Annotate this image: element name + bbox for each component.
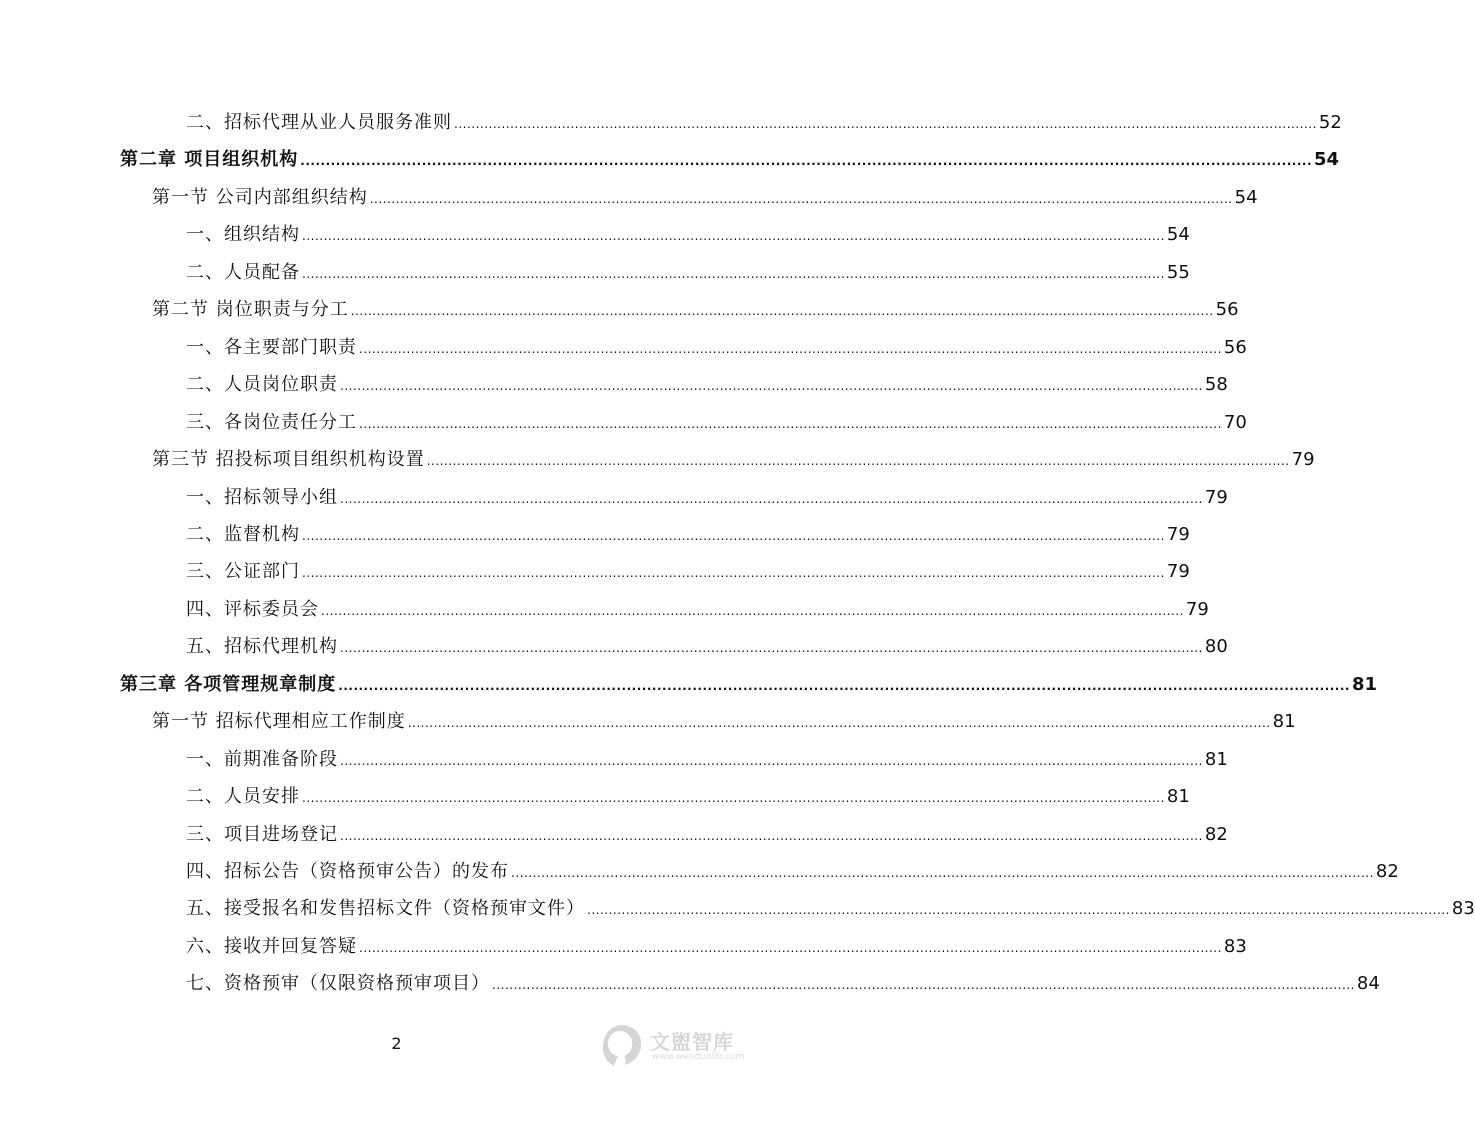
toc-entry-title: 五、招标代理机构	[186, 636, 338, 658]
toc-entry[interactable]	[186, 591, 1209, 621]
toc-entry[interactable]	[152, 441, 1315, 471]
toc-entry-page: 55	[1166, 261, 1190, 283]
toc-dot-leader: ........................................................................................................................................................................................................	[302, 791, 1165, 806]
toc-entry-page: 79	[1166, 561, 1190, 583]
toc-entry-page: 58	[1204, 374, 1228, 396]
toc-entry-page: 56	[1223, 336, 1247, 358]
toc-entry-page: 70	[1223, 411, 1247, 433]
watermark-url: www.wenduolib.com	[652, 1052, 745, 1062]
toc-entry-page: 52	[1318, 112, 1342, 133]
toc-entry-page: 79	[1185, 598, 1209, 620]
w-logo-icon	[598, 1022, 646, 1070]
toc-entry-title: 第一节 招标代理相应工作制度	[152, 711, 406, 733]
toc-entry-title: 五、接受报名和发售招标文件（资格预审文件）	[186, 898, 585, 920]
toc-dot-leader: ........................................................................................................................................................................................................	[359, 416, 1222, 431]
toc-entry-title: 四、招标公告（资格预审公告）的发布	[186, 861, 509, 882]
toc-entry-title: 第二章 项目组织机构	[120, 149, 299, 171]
toc-dot-leader: ........................................................................................................................................................................................................	[454, 117, 1317, 131]
toc-dot-leader: ........................................................................................................................................................................................................	[359, 341, 1222, 356]
toc-entry[interactable]	[120, 141, 1340, 171]
toc-entry[interactable]	[186, 516, 1190, 546]
toc-entry-title: 二、监督机构	[186, 523, 300, 545]
toc-entry-title: 七、资格预审（仅限资格预审项目）	[186, 973, 490, 995]
toc-entry-page: 81	[1351, 673, 1378, 695]
toc-entry[interactable]	[186, 928, 1247, 958]
toc-dot-leader: ........................................................................................................................................................................................................	[587, 903, 1450, 918]
toc-entry-title: 四、评标委员会	[186, 598, 319, 620]
toc-entry-title: 第一节 公司内部组织结构	[152, 186, 368, 208]
toc-dot-leader: ........................................................................................................................................................................................................	[340, 828, 1203, 843]
toc-dot-leader: ........................................................................................................................................................................................................	[302, 566, 1165, 581]
toc-entry-page: 56	[1215, 299, 1239, 321]
toc-entry[interactable]	[186, 816, 1228, 846]
toc-entry-page: 79	[1204, 486, 1228, 508]
toc-entry-title: 三、各岗位责任分工	[186, 411, 357, 433]
toc-entry[interactable]	[186, 778, 1190, 808]
toc-entry-page: 54	[1314, 149, 1340, 171]
toc-dot-leader: ........................................................................................................................................................................................................	[407, 716, 1271, 731]
toc-entry[interactable]	[186, 329, 1247, 359]
toc-entry-title: 一、前期准备阶段	[186, 748, 338, 770]
toc-entry-page: 79	[1166, 523, 1190, 545]
toc-entry[interactable]	[186, 890, 1475, 920]
toc-entry[interactable]	[152, 179, 1258, 209]
toc-entry[interactable]	[186, 853, 1399, 883]
toc-dot-leader: ........................................................................................................................................................................................................	[511, 866, 1374, 880]
toc-entry[interactable]	[186, 553, 1190, 583]
toc-entry-page: 54	[1234, 186, 1258, 208]
toc-dot-leader: ........................................................................................................................................................................................................	[492, 978, 1355, 993]
toc-dot-leader: ........................................................................................................................................................................................................	[369, 191, 1233, 206]
toc-entry-page: 84	[1356, 973, 1380, 995]
toc-entry-page: 81	[1166, 786, 1190, 808]
page-number: 2	[391, 1034, 402, 1053]
toc-entry[interactable]	[186, 104, 1342, 134]
toc-dot-leader: ........................................................................................................................................................................................................	[321, 603, 1184, 618]
toc-dot-leader: ........................................................................................................................................................................................................	[300, 154, 1312, 169]
toc-dot-leader: ........................................................................................................................................................................................................	[338, 678, 1350, 693]
toc-entry[interactable]	[186, 628, 1228, 658]
toc-entry[interactable]	[186, 741, 1228, 771]
toc-entry[interactable]	[152, 291, 1239, 321]
toc-entry-title: 三、公证部门	[186, 561, 300, 583]
toc-entry[interactable]	[186, 366, 1228, 396]
toc-dot-leader: ........................................................................................................................................................................................................	[340, 491, 1203, 506]
toc-entry-title: 一、招标领导小组	[186, 486, 338, 508]
toc-entry[interactable]	[186, 404, 1247, 434]
toc-entry[interactable]	[186, 216, 1190, 246]
toc-entry-title: 二、招标代理从业人员服务准则	[186, 112, 452, 133]
toc-dot-leader: ........................................................................................................................................................................................................	[340, 379, 1203, 394]
toc-dot-leader: ........................................................................................................................................................................................................	[302, 229, 1165, 244]
toc-entry[interactable]	[186, 254, 1190, 284]
toc-entry-title: 第二节 岗位职责与分工	[152, 299, 349, 321]
toc-entry-page: 80	[1204, 636, 1228, 658]
toc-entry-title: 二、人员配备	[186, 261, 300, 283]
toc-dot-leader: ........................................................................................................................................................................................................	[426, 454, 1290, 469]
toc-entry-title: 第三章 各项管理规章制度	[120, 673, 337, 695]
toc-entry-title: 第三节 招投标项目组织机构设置	[152, 449, 425, 471]
watermark-logo	[598, 1020, 758, 1074]
watermark-name: 文盥智库	[650, 1030, 734, 1054]
toc-dot-leader: ........................................................................................................................................................................................................	[340, 753, 1203, 768]
toc-dot-leader: ........................................................................................................................................................................................................	[302, 528, 1165, 543]
toc-entry-page: 83	[1451, 898, 1475, 920]
toc-entry[interactable]	[186, 479, 1228, 509]
toc-entry-page: 81	[1204, 748, 1228, 770]
toc-entry-page: 54	[1166, 224, 1190, 246]
toc-entry-page: 79	[1291, 449, 1315, 471]
toc-entry-title: 二、人员安排	[186, 786, 300, 808]
toc-dot-leader: ........................................................................................................................................................................................................	[359, 940, 1222, 955]
toc-entry[interactable]	[120, 666, 1378, 696]
toc-entry[interactable]	[152, 703, 1296, 733]
toc-entry-title: 二、人员岗位职责	[186, 374, 338, 396]
toc-entry-title: 六、接收并回复答疑	[186, 935, 357, 957]
toc-dot-leader: ........................................................................................................................................................................................................	[340, 641, 1203, 656]
toc-entry-title: 一、组织结构	[186, 224, 300, 246]
toc-entry-page: 81	[1272, 711, 1296, 733]
toc-entry-title: 一、各主要部门职责	[186, 336, 357, 358]
toc-entry-page: 82	[1375, 861, 1399, 882]
toc-entry[interactable]	[186, 965, 1380, 995]
toc-entry-page: 82	[1204, 823, 1228, 845]
toc-entry-title: 三、项目进场登记	[186, 823, 338, 845]
toc-dot-leader: ........................................................................................................................................................................................................	[350, 304, 1214, 319]
toc-dot-leader: ........................................................................................................................................................................................................	[302, 266, 1165, 281]
toc-entry-page: 83	[1223, 935, 1247, 957]
